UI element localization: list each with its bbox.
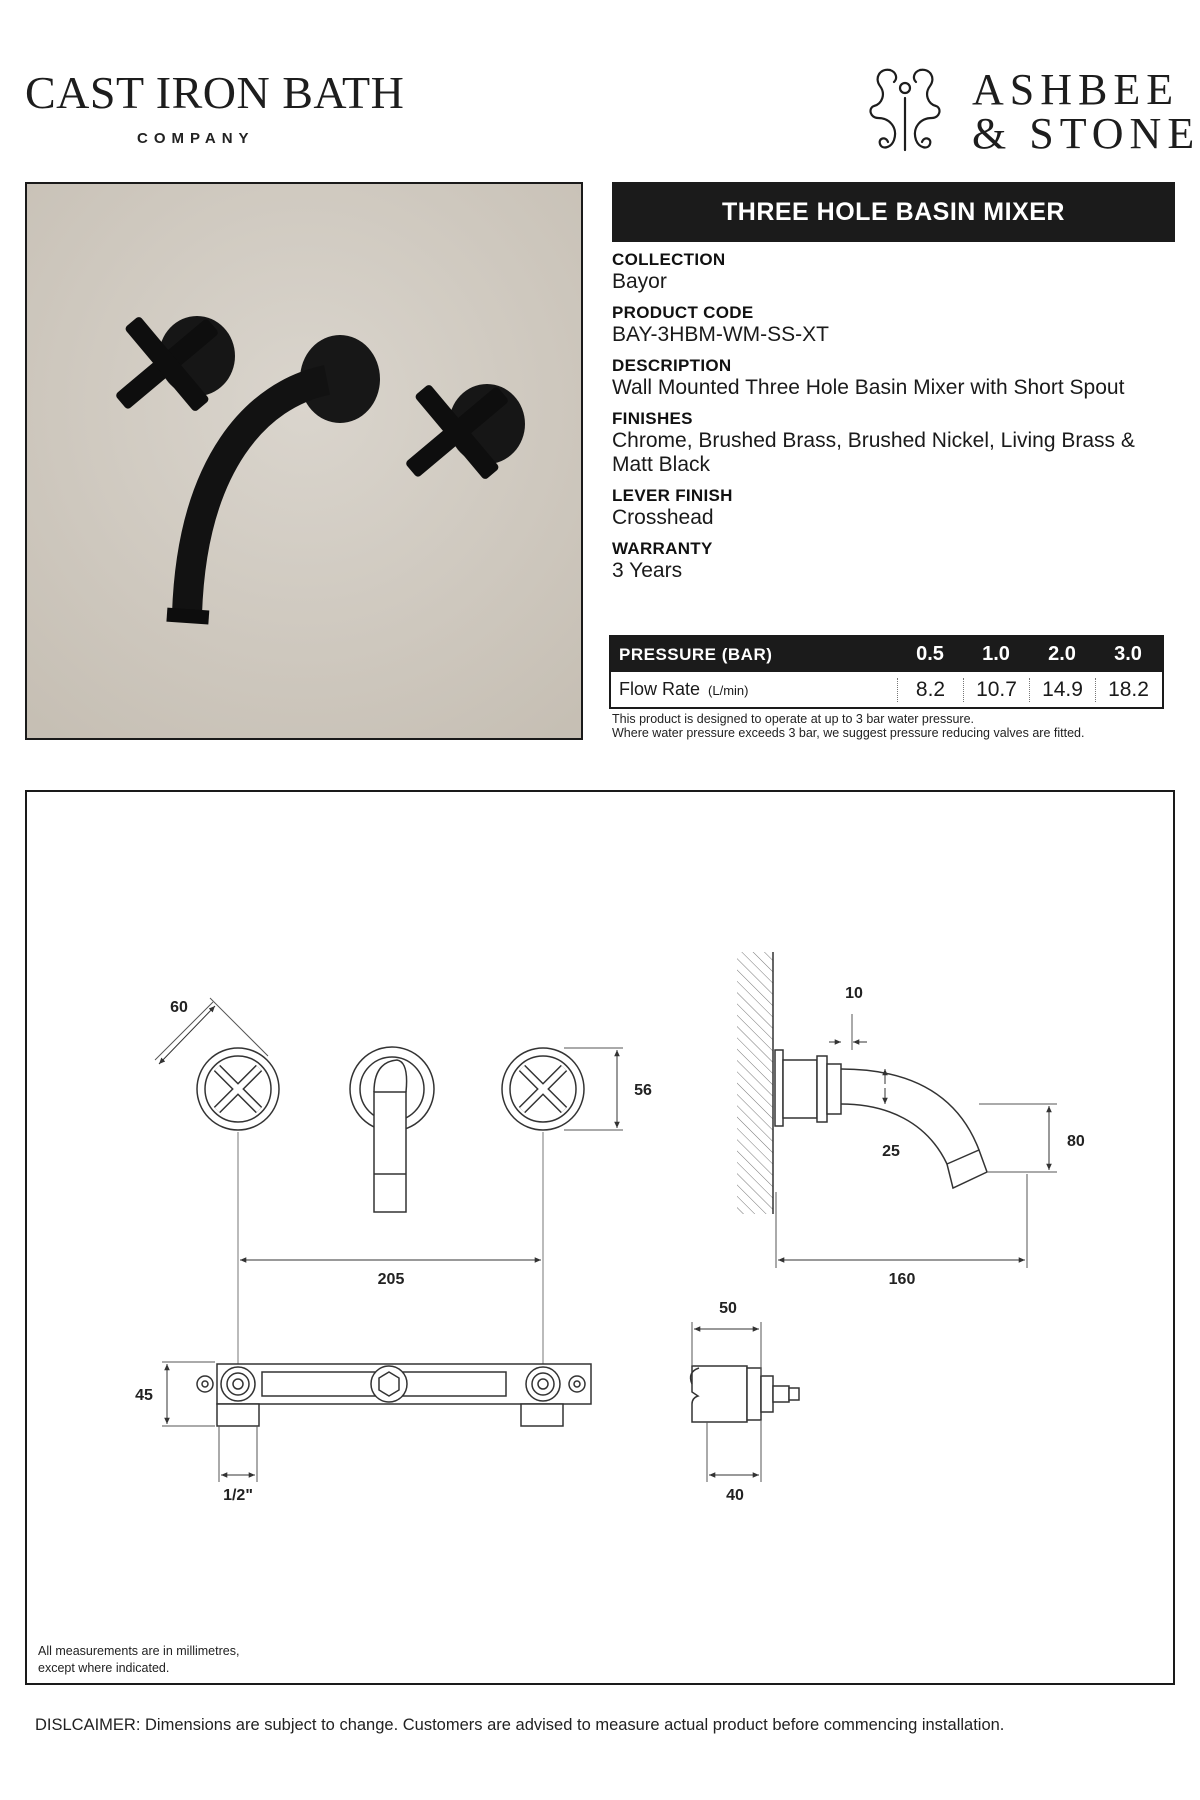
dim-body-height: 45 [135, 1387, 153, 1404]
pressure-value: 0.5 [916, 643, 944, 665]
valve-body-front [162, 1362, 591, 1482]
brand-name-right-line1: ASHBEE [972, 65, 1180, 114]
spec-list [612, 250, 1175, 592]
side-view [737, 952, 1057, 1268]
flow-rate-value: 14.9 [1029, 678, 1095, 702]
front-left-handle [197, 1048, 279, 1130]
flow-rate-value: 10.7 [963, 678, 1029, 702]
spec-value: Bayor [612, 270, 667, 293]
spec-warranty [612, 539, 1175, 583]
pressure-header-label: PRESSURE (BAR) [619, 644, 773, 664]
flow-rate-row [611, 672, 1162, 707]
brand-name-right-line2: & STONE [972, 109, 1200, 158]
spec-label: FINISHES [612, 409, 693, 428]
pressure-table [609, 635, 1164, 709]
measurement-note-line1: All measurements are in millimetres, [38, 1644, 240, 1658]
seahorse-emblem-icon [860, 58, 950, 158]
dim-valve-depth-top: 50 [719, 1300, 737, 1317]
dim-handle-height: 56 [634, 1082, 652, 1099]
spec-finishes [612, 409, 1175, 477]
spec-label: DESCRIPTION [612, 356, 732, 375]
brand-sub-left: COMPANY [137, 130, 255, 147]
pressure-note-line1: This product is designed to operate at up to 3 bar water pressure. [612, 712, 975, 726]
pressure-value: 2.0 [1048, 643, 1076, 665]
valve-body-side [691, 1322, 799, 1482]
spec-value: Wall Mounted Three Hole Basin Mixer with Short Spout [612, 376, 1125, 399]
flow-rate-label-cell [611, 679, 897, 700]
disclaimer: DISLCAIMER: Dimensions are subject to change. Customers are advised to measure actual product before commencing installation. [35, 1716, 1005, 1734]
spec-lever-finish [612, 486, 1175, 530]
spec-value: BAY-3HBM-WM-SS-XT [612, 323, 830, 346]
spec-value: Chrome, Brushed Brass, Brushed Nickel, Living Brass & Matt Black [612, 429, 1135, 476]
dim-inlet: 1/2" [223, 1487, 253, 1504]
flow-rate-label: Flow Rate [619, 679, 701, 699]
brand-name-left: CAST IRON BATH [25, 67, 405, 118]
pressure-value: 1.0 [982, 643, 1010, 665]
dim-spout-projection: 160 [888, 1271, 916, 1288]
dim-centres: 205 [377, 1271, 405, 1288]
spec-value: 3 Years [612, 559, 683, 582]
spec-label: PRODUCT CODE [612, 303, 754, 322]
pressure-note-line2: Where water pressure exceeds 3 bar, we suggest pressure reducing valves are fitted. [612, 726, 1085, 740]
flow-rate-value: 18.2 [1095, 678, 1161, 702]
spec-label: COLLECTION [612, 250, 726, 269]
spec-value: Crosshead [612, 506, 714, 529]
spec-label: WARRANTY [612, 539, 713, 558]
spec-product-code [612, 303, 1175, 347]
flow-rate-unit: (L/min) [708, 683, 749, 698]
cast-iron-bath-logo [25, 67, 405, 147]
dim-valve-depth-bottom: 40 [726, 1487, 744, 1504]
pressure-note [612, 712, 1182, 740]
dim-spout-tube: 25 [882, 1143, 900, 1160]
product-title: THREE HOLE BASIN MIXER [612, 182, 1175, 242]
pressure-value: 3.0 [1114, 643, 1142, 665]
ashbee-stone-logo [860, 58, 1200, 158]
dim-spout-drop: 80 [1067, 1133, 1085, 1150]
spec-label: LEVER FINISH [612, 486, 733, 505]
flow-rate-value: 8.2 [897, 678, 963, 702]
front-right-handle [502, 1048, 584, 1130]
dim-handle-diameter: 60 [170, 999, 188, 1016]
product-photo [25, 182, 583, 740]
pressure-header-row [611, 637, 1162, 672]
spec-description [612, 356, 1175, 400]
dim-spout-collar: 10 [845, 985, 863, 1002]
drawing-canvas [27, 792, 1173, 1683]
measurement-note-line2: except where indicated. [38, 1661, 170, 1675]
technical-drawing [25, 790, 1175, 1685]
spec-collection [612, 250, 1175, 294]
measurement-note [38, 1643, 239, 1677]
front-spout [350, 1047, 434, 1212]
